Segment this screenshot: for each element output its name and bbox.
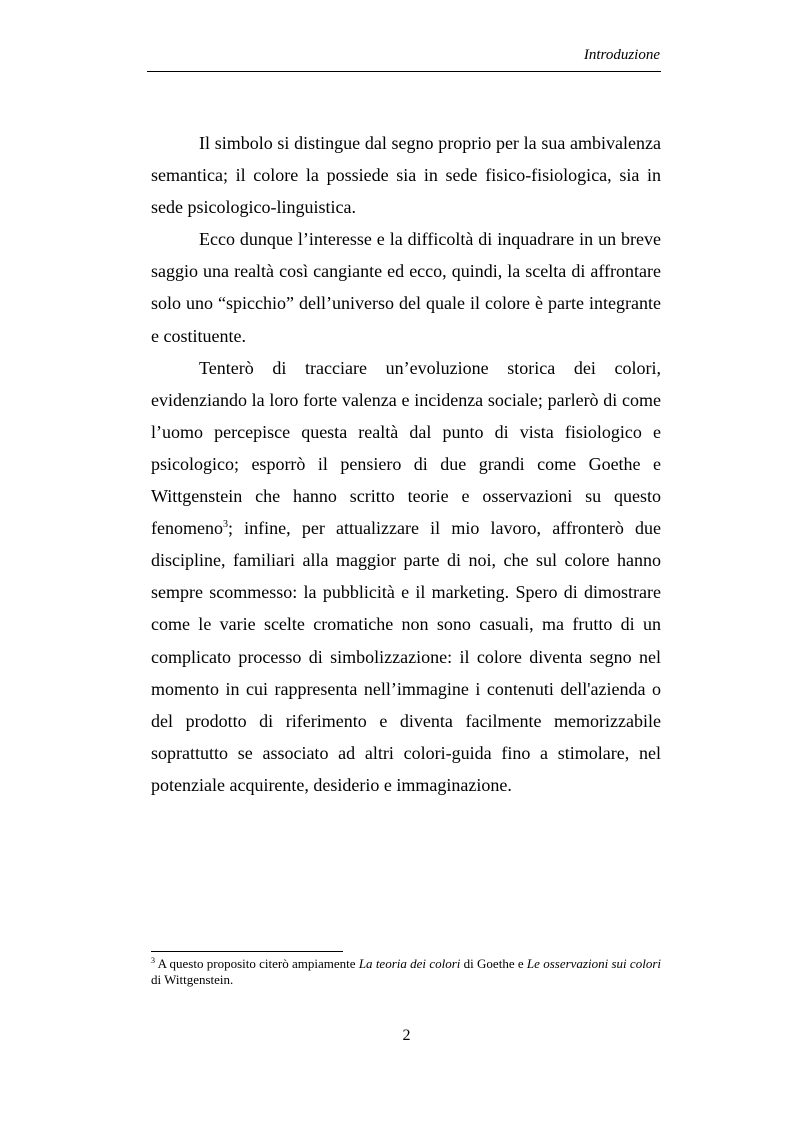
paragraph-3-part-1: Tenterò di tracciare un’evoluzione storica dei colori, evidenziando la loro forte valenza e incidenza sociale; parlerò di come l’uomo percepisce questa realtà dal punto di vista fisiologico e psicologico; esporrò il pensiero di due grandi come Goethe e Wittgenstein che hanno scritto teorie e osservazioni su questo fenomeno	[151, 357, 661, 539]
footnote-text-2: di Goethe e	[460, 956, 527, 971]
paragraph-3-part-2: ; infine, per attualizzare il mio lavoro, affronterò due discipline, familiari alla maggior parte di noi, che sul colore hanno sempre scommesso: la pubblicità e il marketing. Spero di dimostrare come le varie scelte cromatiche non sono casuali, ma frutto di un complicato processo di simbolizzazione: il colore diventa segno nel momento in cui rappresenta nell’immagine i contenuti dell'azienda o del prodotto di riferimento e diventa facilmente memorizzabile soprattutto se associato ad altri colori-guida fino a stimolare, nel potenziale acquirente, desiderio e immaginazione.	[151, 518, 661, 795]
paragraph-1: Il simbolo si distingue dal segno proprio per la sua ambivalenza semantica; il colore la possiede sia in sede fisico-fisiologica, sia in sede psicologico-linguistica.	[151, 133, 661, 218]
paragraph-3	[151, 352, 661, 801]
footnote	[151, 956, 661, 988]
footnote-text-1: A questo proposito citerò ampiamente	[155, 956, 359, 971]
paragraph-2: Ecco dunque l’interesse e la difficoltà di inquadrare in un breve saggio una realtà così cangiante ed ecco, quindi, la scelta di affrontare solo uno “spicchio” dell’universo del quale il colore è parte integrante e costituente.	[151, 229, 661, 346]
footnote-ref[interactable]: 3	[222, 519, 228, 531]
page-number: 2	[402, 1027, 411, 1044]
footnote-number: 3	[151, 956, 155, 965]
footnote-text-3: di Wittgenstein.	[151, 972, 234, 987]
footnote-title-2: Le osservazioni sui colori	[526, 956, 661, 971]
header-rule	[147, 71, 661, 72]
running-head: Introduzione	[583, 47, 660, 63]
footnote-title-1: La teoria dei colori	[358, 956, 461, 971]
footnote-rule	[151, 951, 343, 952]
body-text	[151, 127, 661, 801]
